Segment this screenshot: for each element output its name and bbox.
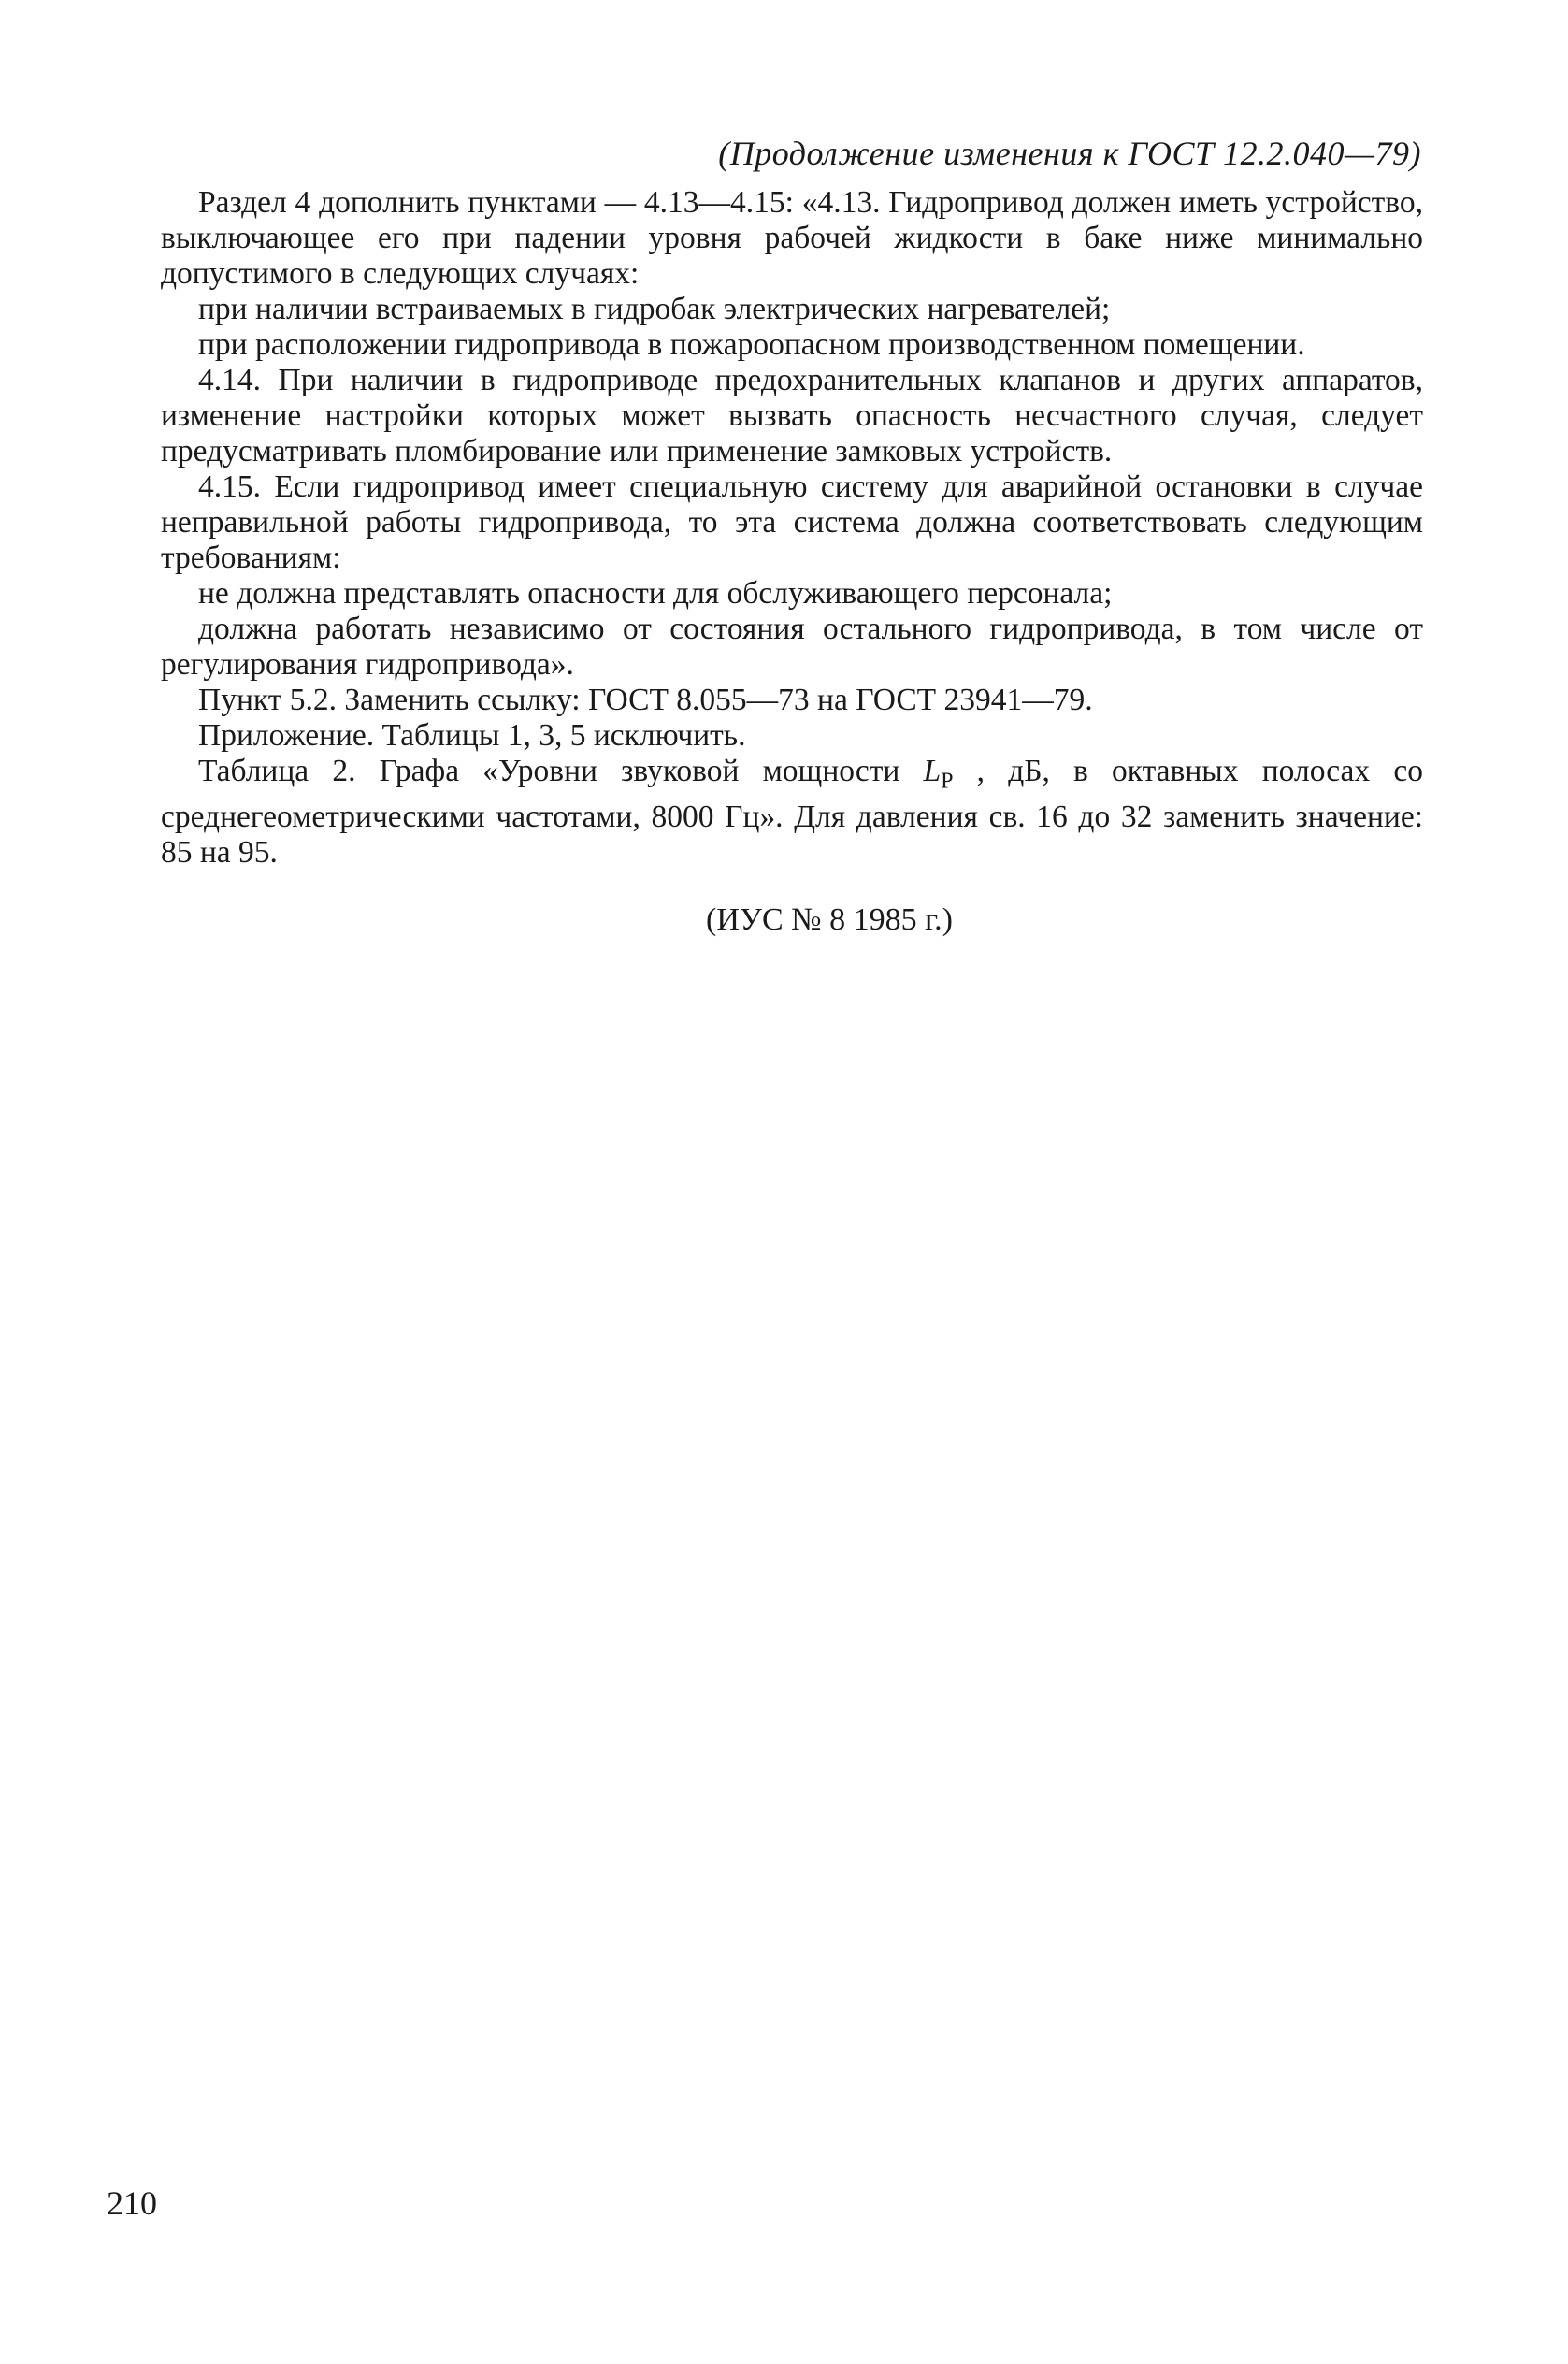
paragraph-appendix: Приложение. Таблицы 1, 3, 5 исключить. <box>198 718 746 753</box>
table-note-after: , дБ, в октавных полосах со среднегеометрическими частотами, 8000 Гц». Для давления св. 16 до 32 заменить значение: 85 на 95. <box>161 754 1423 870</box>
paragraph-item-5-2: Пункт 5.2. Заменить ссылку: ГОСТ 8.055—73 на ГОСТ 23941—79. <box>198 683 1093 717</box>
paragraph-4-14: 4.14. При наличии в гидроприводе предохранительных клапанов и других аппаратов, изменение настройки которых может вызвать опасность несчастного случая, следует предусматривать пломбирование или применение замковых устройств. <box>161 363 1423 468</box>
document-body <box>161 185 1423 871</box>
paragraph-fire-hazard-case: при расположении гидропривода в пожароопасном производственном помещении. <box>198 327 1305 362</box>
paragraph-requirement-1: не должна представлять опасности для обслуживающего персонала; <box>198 576 1113 611</box>
paragraph-4-15: 4.15. Если гидропривод имеет специальную систему для аварийной остановки в случае неправильной работы гидропривода, то эта система должна соответствовать следующим требованиям: <box>161 469 1423 575</box>
table-note-before: Таблица 2. Графа «Уровни звуковой мощности <box>198 754 924 788</box>
paragraph-requirement-2: должна работать независимо от состояния остального гидропривода, в том числе от регулирования гидропривода». <box>161 612 1423 682</box>
paragraph-heaters-case: при наличии встраиваемых в гидробак электрических нагревателей; <box>198 292 1111 326</box>
continuation-header: (Продолжение изменения к ГОСТ 12.2.040—79) <box>718 135 1421 172</box>
table-note-symbol: L <box>923 754 942 788</box>
paragraph-table-2 <box>161 754 1423 871</box>
table-note-subscript: Р <box>941 769 954 794</box>
source-reference-text: (ИУС № 8 1985 г.) <box>706 902 953 937</box>
source-reference <box>161 901 1423 939</box>
page-number: 210 <box>107 2184 157 2222</box>
paragraph-section-4: Раздел 4 дополнить пунктами — 4.13—4.15: «4.13. Гидропривод должен иметь устройство, выключающее его при падении уровня рабочей жидкости в баке ниже минимально допустимого в следующих случаях: <box>161 185 1423 291</box>
